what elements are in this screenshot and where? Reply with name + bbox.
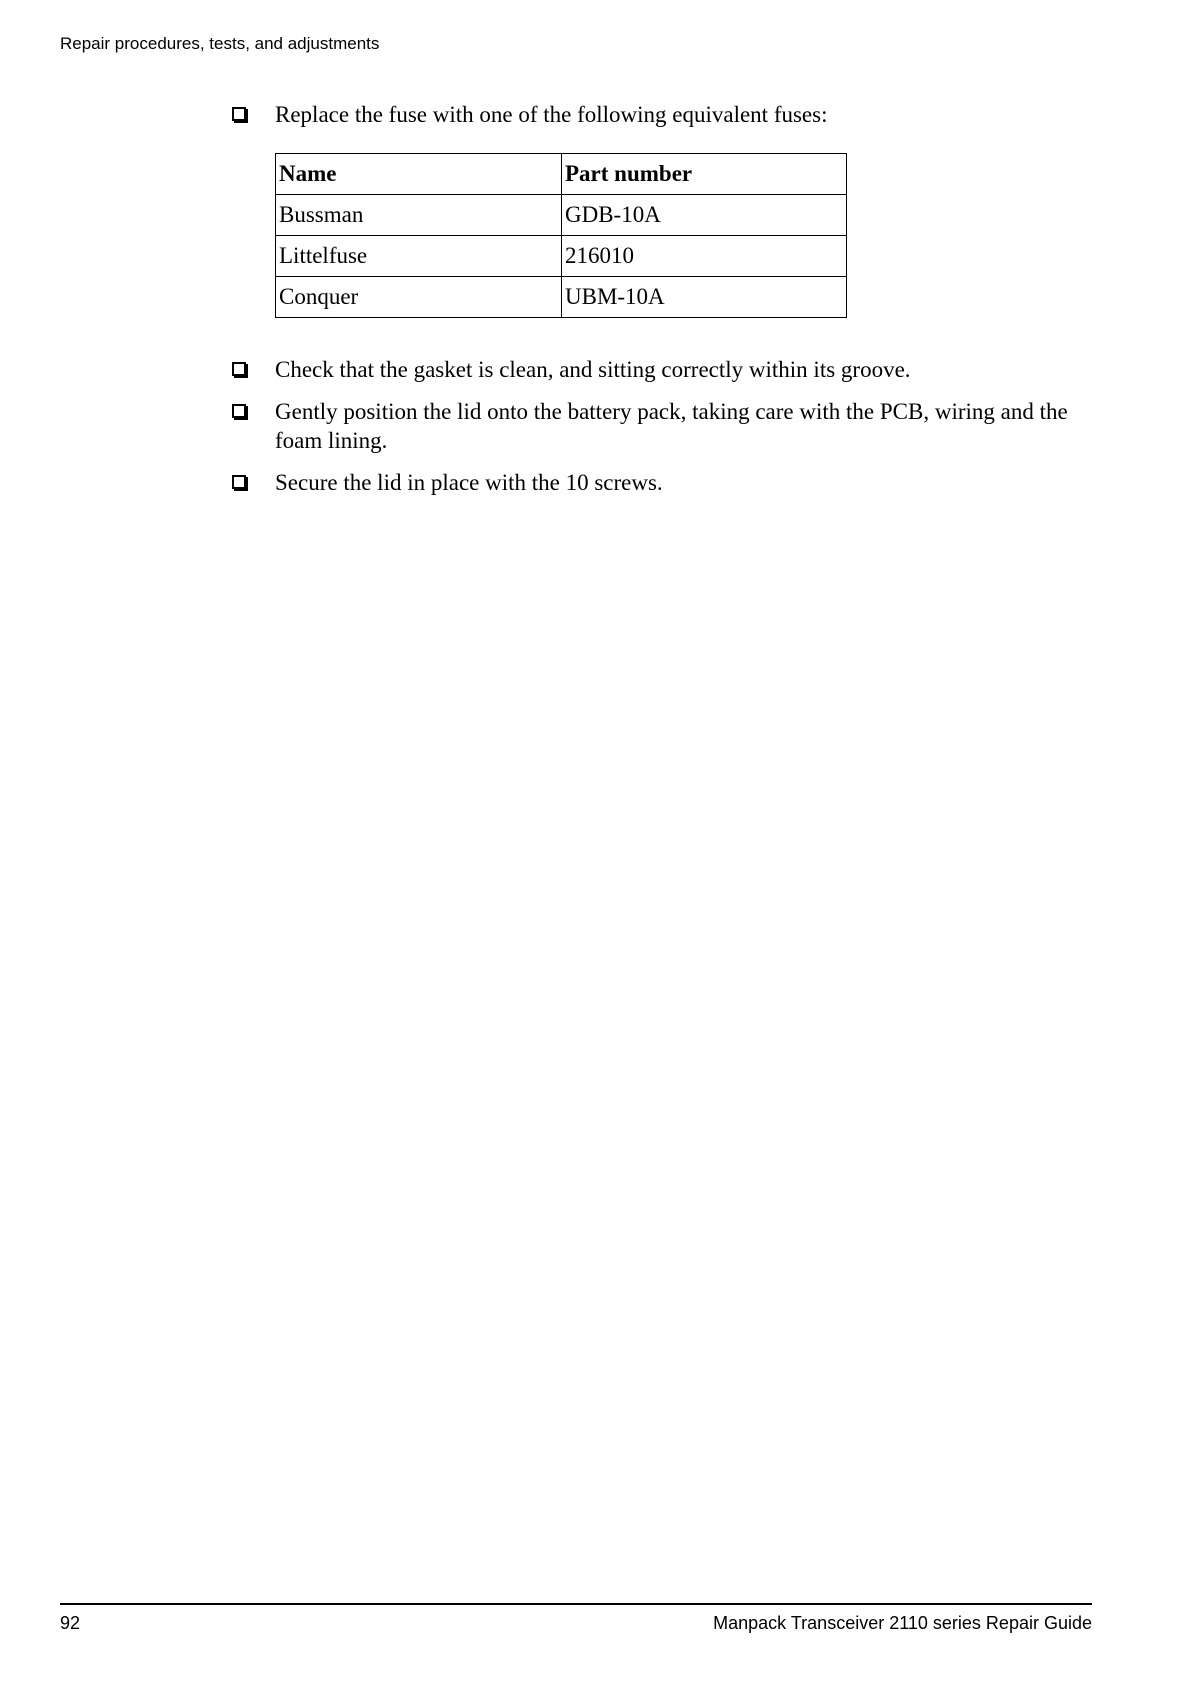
checkbox-icon — [232, 475, 246, 489]
step-text: Secure the lid in place with the 10 screws. — [275, 470, 663, 495]
checkbox-icon — [232, 362, 246, 376]
table-cell-name: Littelfuse — [276, 236, 562, 277]
checkbox-icon — [232, 404, 246, 418]
running-header: Repair procedures, tests, and adjustments — [60, 34, 380, 53]
table-cell-part-number: UBM-10A — [562, 277, 847, 318]
fuse-table — [275, 153, 847, 318]
column-header-name: Name — [276, 154, 562, 195]
table-row — [276, 195, 847, 236]
footer-divider — [60, 1603, 1092, 1605]
checkbox-icon — [232, 107, 246, 121]
step-position-lid — [232, 397, 1082, 455]
table-cell-part-number: GDB-10A — [562, 195, 847, 236]
column-header-part-number: Part number — [562, 154, 847, 195]
table-row — [276, 277, 847, 318]
step-text: Check that the gasket is clean, and sitting correctly within its groove. — [275, 357, 911, 382]
table-row — [276, 236, 847, 277]
table-cell-part-number: 216010 — [562, 236, 847, 277]
page-number: 92 — [60, 1613, 81, 1633]
step-text: Gently position the lid onto the battery pack, taking care with the PCB, wiring and the foam lining. — [275, 399, 1068, 453]
step-text: Replace the fuse with one of the following equivalent fuses: — [275, 102, 828, 127]
step-secure-lid — [232, 468, 1082, 497]
step-check-gasket — [232, 355, 1082, 384]
table-cell-name: Conquer — [276, 277, 562, 318]
table-cell-name: Bussman — [276, 195, 562, 236]
footer-guide-title: Manpack Transceiver 2110 series Repair Guide — [713, 1613, 1092, 1633]
step-replace-fuse — [232, 100, 1082, 129]
table-header-row — [276, 154, 847, 195]
